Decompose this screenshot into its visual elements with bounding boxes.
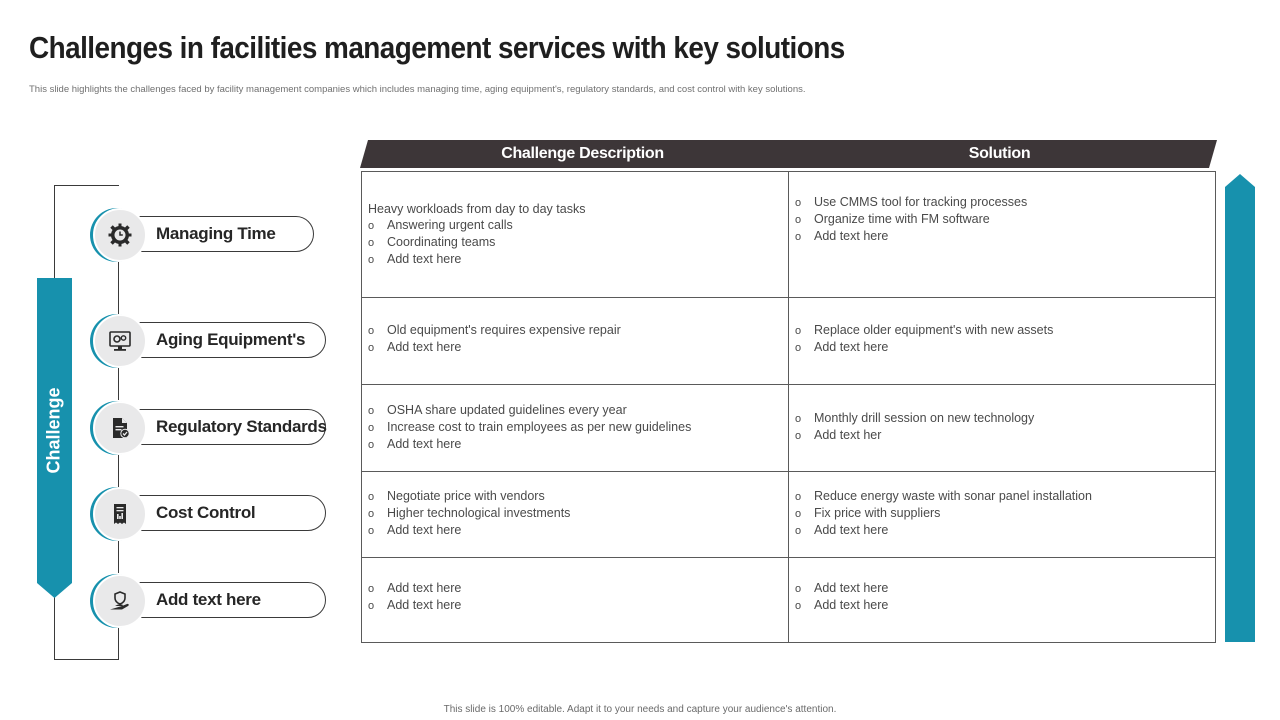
list-item: o Organize time with FM software — [795, 212, 990, 226]
connector-line — [118, 368, 119, 400]
connector-line — [118, 627, 119, 660]
list-item: o OSHA share updated guidelines every year — [368, 402, 627, 417]
solution-cell — [789, 172, 1215, 297]
solution-cell — [789, 298, 1215, 384]
list-item: o Add text here — [795, 340, 889, 354]
solution-cell — [789, 385, 1215, 471]
list-item: o Add text here — [795, 581, 889, 595]
list-item: o Add text here — [368, 598, 462, 612]
list-item: o Add text here — [368, 436, 462, 451]
header-challenge-description: Challenge Description — [501, 145, 664, 162]
list-item: o Add text here — [368, 581, 462, 595]
challenges-table — [361, 171, 1216, 643]
solution-cell — [789, 558, 1215, 642]
description-cell — [362, 385, 789, 471]
solution-cell — [789, 472, 1215, 557]
challenge-label: Add text here — [156, 590, 261, 609]
challenge-label: Managing Time — [156, 224, 276, 243]
list-item: o Add text her — [795, 428, 882, 442]
challenge-ribbon-label — [37, 278, 72, 583]
challenge-label: Cost Control — [156, 503, 256, 522]
connector-line — [118, 262, 119, 314]
table-row — [362, 472, 1215, 558]
footer-note: This slide is 100% editable. Adapt it to your needs and capture your audience's attention. — [443, 704, 837, 715]
list-item: o Add text here — [795, 523, 889, 537]
list-item: o Coordinating teams — [368, 235, 496, 249]
page-subtitle: This slide highlights the challenges faced by facility management companies which includes managing time, aging equipment's, regulatory standards, and cost control with key solutions. — [29, 84, 806, 95]
invoice-icon — [93, 487, 147, 541]
list-item: o Add text here — [795, 229, 889, 243]
table-row — [362, 172, 1215, 298]
list-item: o Add text here — [795, 598, 889, 612]
connector-line — [118, 541, 119, 573]
list-item: o Use CMMS tool for tracking processes — [795, 195, 1028, 209]
challenge-label: Regulatory Standards — [156, 417, 327, 436]
list-item: o Old equipment's requires expensive repair — [368, 323, 621, 337]
description-cell — [362, 172, 789, 297]
list-item: o Reduce energy waste with sonar panel installation — [795, 489, 1092, 503]
gear-clock-icon — [93, 208, 147, 262]
page-title: Challenges in facilities management services with key solutions — [29, 30, 845, 65]
list-item: o Replace older equipment's with new assets — [795, 323, 1054, 337]
table-header — [360, 140, 1217, 168]
header-solution: Solution — [968, 145, 1031, 162]
table-row — [362, 385, 1215, 472]
list-item: o Negotiate price with vendors — [368, 489, 545, 503]
list-item: o Add text here — [368, 252, 462, 266]
description-intro: Heavy workloads from day to day tasks — [368, 202, 586, 216]
table-row — [362, 558, 1215, 642]
list-item: o Higher technological investments — [368, 506, 571, 520]
challenge-label: Aging Equipment's — [156, 330, 306, 349]
connector-line — [118, 454, 119, 488]
ribbon-text: Challenge — [44, 387, 64, 474]
list-item: o Add text here — [368, 523, 462, 537]
solution-arrow-bar — [1225, 174, 1255, 642]
list-item: o Fix price with suppliers — [795, 506, 941, 520]
hand-shield-icon — [93, 574, 147, 628]
list-item: o Add text here — [368, 340, 462, 354]
document-check-icon — [93, 401, 147, 455]
list-item: o Answering urgent calls — [368, 218, 513, 232]
list-item: o Increase cost to train employees as per new guidelines — [368, 419, 692, 434]
table-row — [362, 298, 1215, 385]
list-item: o Monthly drill session on new technology — [795, 411, 1035, 425]
monitor-gears-icon — [93, 314, 147, 368]
description-cell — [362, 298, 789, 384]
description-cell — [362, 472, 789, 557]
description-cell — [362, 558, 789, 642]
